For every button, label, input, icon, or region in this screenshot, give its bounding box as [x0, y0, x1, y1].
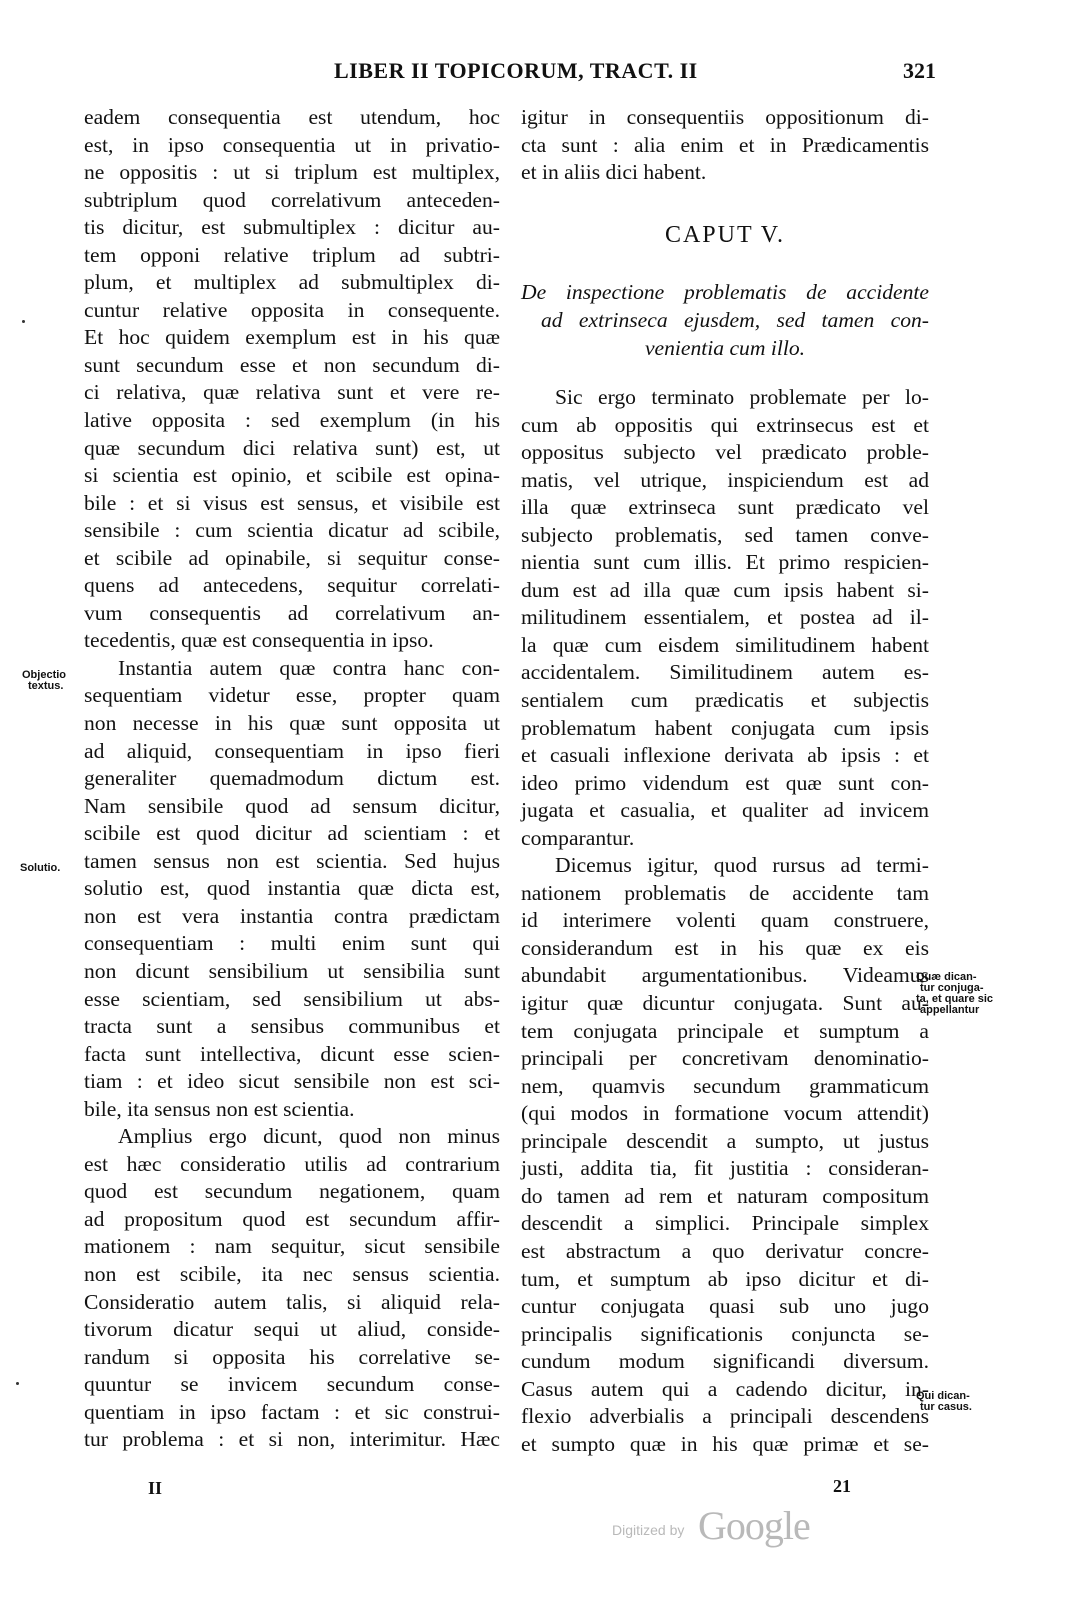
margin-note-line: textus.: [28, 680, 64, 692]
text-line: esse scientiam, sed sensibilium ut abs-: [84, 986, 500, 1011]
running-header: [0, 56, 1078, 90]
text-line: tis dicitur, est submultiplex : dicitur au-: [84, 215, 500, 240]
text-line: oppositus subjecto vel prædicato proble-: [521, 440, 929, 465]
text-line: tem opponi relative triplum ad subtri-: [84, 242, 500, 267]
scan-speck: [16, 1382, 19, 1385]
margin-note-line: ta, et quare sic: [916, 993, 994, 1005]
right-text-column-intro: [521, 104, 929, 187]
text-line: sensibile : cum scientia dicatur ad scibile,: [84, 518, 500, 543]
text-line: et casuali inflexione derivata ab ipsis : et: [521, 743, 929, 768]
text-line: nationem problematis de accidente tam: [521, 880, 929, 905]
margin-note-objectio: [22, 670, 66, 692]
text-line: quod est secundum negationem, quam: [84, 1179, 500, 1204]
page-number: 321: [903, 58, 936, 83]
text-line: non necesse in his quæ sunt opposita ut: [84, 711, 500, 736]
watermark-prefix: Digitized by: [612, 1522, 685, 1538]
text-line: quæ secundum dici relativa sunt) est, ut: [84, 435, 500, 460]
text-line: facta sunt intellectiva, dicunt esse scien-: [84, 1041, 500, 1066]
text-line: quens ad antecedens, sequitur correlati-: [84, 573, 500, 598]
text-line: cundum modum significandi diversum.: [521, 1349, 929, 1374]
chapter-subtitle: [521, 278, 929, 362]
chapter-heading: CAPUT V.: [664, 222, 786, 248]
margin-note-conjugata: [916, 972, 1016, 1016]
text-line: sentialem cum prædicatis et subjectis: [521, 688, 929, 713]
margin-note-line: Quæ dican-: [916, 971, 977, 983]
text-line: bile, ita sensus non est scientia.: [84, 1096, 355, 1121]
text-line: militudinem essentialem, et postea ad il-: [521, 605, 929, 630]
text-line: illa quæ extrinseca sunt prædicato vel: [521, 495, 929, 520]
digitized-watermark: [612, 1502, 832, 1552]
subtitle-line: ad extrinseca ejusdem, sed tamen con-: [541, 308, 929, 332]
text-line: randum si opposita his correlative se-: [84, 1344, 500, 1369]
text-line: tracta sunt a sensibus communibus et: [84, 1014, 500, 1039]
text-line: solutio est, quod instantia quæ dicta est,: [84, 876, 500, 901]
text-line: jugata et casualia, et qualiter ad invicem: [521, 798, 929, 823]
margin-note-solutio: [20, 862, 60, 874]
text-line: vum consequentis ad correlativum an-: [84, 600, 500, 625]
text-line: cuntur relative opposita in consequente.: [84, 297, 500, 322]
text-line: cta sunt : alia enim et in Prædicamentis: [521, 132, 929, 157]
margin-note-line: tur conjuga-: [920, 982, 984, 994]
text-line: abundabit argumentationibus. Videamus: [521, 963, 929, 988]
text-line: est abstractum a quo derivatur concre-: [521, 1238, 929, 1263]
text-line: generaliter quemadmodum dictum est.: [84, 766, 500, 791]
text-line: bile : et si visus est sensus, et visibile est: [84, 490, 500, 515]
text-line: est, in ipso consequentia ut in privatio-: [84, 132, 500, 157]
text-line: comparantur.: [521, 825, 635, 850]
left-text-column: [84, 104, 500, 1454]
text-line: non est scibile, ita nec sensus scientia.: [84, 1261, 500, 1286]
text-line: principale descendit a sumpto, ut justus: [521, 1128, 929, 1153]
running-title: LIBER II TOPICORUM, TRACT. II: [334, 58, 698, 83]
text-line: principali per concretivam denominatio-: [521, 1046, 929, 1071]
text-line: subjecto problematis, sed tamen conve-: [521, 522, 929, 547]
text-line: (qui modos in formatione vocum attendit): [521, 1101, 929, 1126]
text-line: eadem consequentia est utendum, hoc: [84, 105, 500, 129]
text-line: tivorum dicatur sequi ut aliud, conside-: [84, 1317, 500, 1342]
subtitle-line: De inspectione problematis de accidente: [521, 280, 929, 304]
sheet-number: 21: [833, 1476, 851, 1496]
text-line: tiam : et ideo sicut sensibile non est sci-: [84, 1069, 500, 1094]
text-line: tamen sensus non est scientia. Sed hujus: [84, 848, 500, 873]
text-line: dum est ad illa quæ cum ipsis habent si-: [521, 577, 929, 602]
text-line: descendit a simplici. Principale simplex: [521, 1211, 929, 1236]
text-line: mationem : nam sequitur, sicut sensibile: [84, 1234, 500, 1259]
text-line: cuntur conjugata quasi sub uno jugo: [521, 1294, 929, 1319]
text-line: lative opposita : sed exemplum (in his: [84, 408, 500, 433]
text-line: Casus autem qui a cadendo dicitur, in-: [521, 1376, 929, 1401]
text-line: ad propositum quod est secundum affir-: [84, 1206, 500, 1231]
text-line: do tamen ad rem et naturam compositum: [521, 1183, 929, 1208]
margin-note-line: Qui dican-: [916, 1390, 970, 1402]
text-line: justi, addita tia, fit justitia : consideran-: [521, 1156, 929, 1181]
margin-note-line: tur casus.: [920, 1401, 972, 1413]
text-line: Amplius ergo dicunt, quod non minus: [118, 1124, 500, 1149]
signature-mark: II: [148, 1478, 163, 1498]
text-line: Sic ergo terminato problemate per lo-: [555, 385, 929, 409]
text-line: scibile est quod dicitur ad scientiam : et: [84, 821, 500, 846]
google-logo: Google: [698, 1503, 810, 1548]
text-line: et in aliis dici habent.: [521, 160, 707, 185]
text-line: ideo primo videndum est quæ sunt con-: [521, 770, 929, 795]
text-line: ad aliquid, consequentiam in ipso fieri: [84, 738, 500, 763]
text-line: tem conjugata principale et sumptum a: [521, 1018, 929, 1043]
text-line: flexio adverbialis a principali descendens: [521, 1404, 929, 1429]
text-line: et scibile ad opinabile, si sequitur conse-: [84, 545, 500, 570]
text-line: Dicemus igitur, quod rursus ad termi-: [555, 853, 929, 878]
subtitle-line: venientia cum illo.: [644, 336, 806, 360]
text-line: tur problema : et si non, interimitur. Hæc: [84, 1427, 500, 1452]
text-line: sunt secundum esse et non secundum di-: [84, 352, 500, 377]
text-line: igitur in consequentiis oppositionum di-: [521, 105, 929, 129]
margin-note-line: Objectio: [22, 669, 67, 681]
text-line: quuntur se invicem secundum conse-: [84, 1372, 500, 1397]
text-line: ne oppositis : ut si triplum est multiplex,: [84, 160, 500, 185]
text-line: id interimere volenti quam construere,: [521, 908, 929, 933]
text-line: problematum habent conjugata cum ipsis: [521, 715, 929, 740]
text-line: Consideratio autem talis, si aliquid rela-: [84, 1289, 500, 1314]
text-line: cum ab oppositis qui extrinsecus est et: [521, 412, 929, 437]
margin-note-casus: [916, 1391, 1016, 1413]
text-line: tecedentis, quæ est consequentia in ipso.: [84, 628, 434, 653]
text-line: non est vera instantia contra prædictam: [84, 903, 500, 928]
text-line: Instantia autem quæ contra hanc con-: [118, 655, 500, 680]
text-line: Et hoc quidem exemplum est in his quæ: [84, 325, 500, 350]
scan-speck: [22, 320, 25, 323]
text-line: matis, vel utrique, inspiciendum est ad: [521, 467, 929, 492]
text-line: si scientia est opinio, et scibile est opina-: [84, 463, 500, 488]
right-text-column-body: [521, 384, 929, 1458]
text-line: ci relativa, quæ relativa sunt et vere re-: [84, 380, 500, 405]
text-line: tum, et sumptum ab ipso dicitur et di-: [521, 1266, 929, 1291]
text-line: igitur quæ dicuntur conjugata. Sunt au-: [521, 991, 929, 1016]
text-line: et sumpto quæ in his quæ primæ et se-: [521, 1431, 929, 1456]
text-line: consequentiam : multi enim sunt qui: [84, 931, 500, 956]
text-line: Nam sensibile quod ad sensum dicitur,: [84, 793, 500, 818]
text-line: principalis significationis conjuncta se-: [521, 1321, 929, 1346]
text-line: considerandum est in his quæ ex eis: [521, 935, 929, 960]
text-line: quentiam in ipso factam : et sic construi-: [84, 1399, 500, 1424]
text-line: plum, et multiplex ad submultiplex di-: [84, 270, 500, 295]
text-line: nem, quamvis secundum grammaticum: [521, 1073, 929, 1098]
text-line: la quæ cum eisdem similitudinem habent: [521, 632, 929, 657]
text-line: est hæc consideratio utilis ad contrarium: [84, 1151, 500, 1176]
margin-note-line: Solutio.: [20, 862, 61, 874]
text-line: accidentalem. Similitudinem autem es-: [521, 660, 929, 685]
margin-note-line: appellantur: [920, 1004, 980, 1016]
text-line: subtriplum quod correlativum anteceden-: [84, 187, 500, 212]
text-line: sequentiam videtur esse, propter quam: [84, 683, 500, 708]
text-line: nientia sunt cum illis. Et primo respicien-: [521, 550, 929, 575]
text-line: non dicunt sensibilium ut sensibilia sunt: [84, 958, 500, 983]
